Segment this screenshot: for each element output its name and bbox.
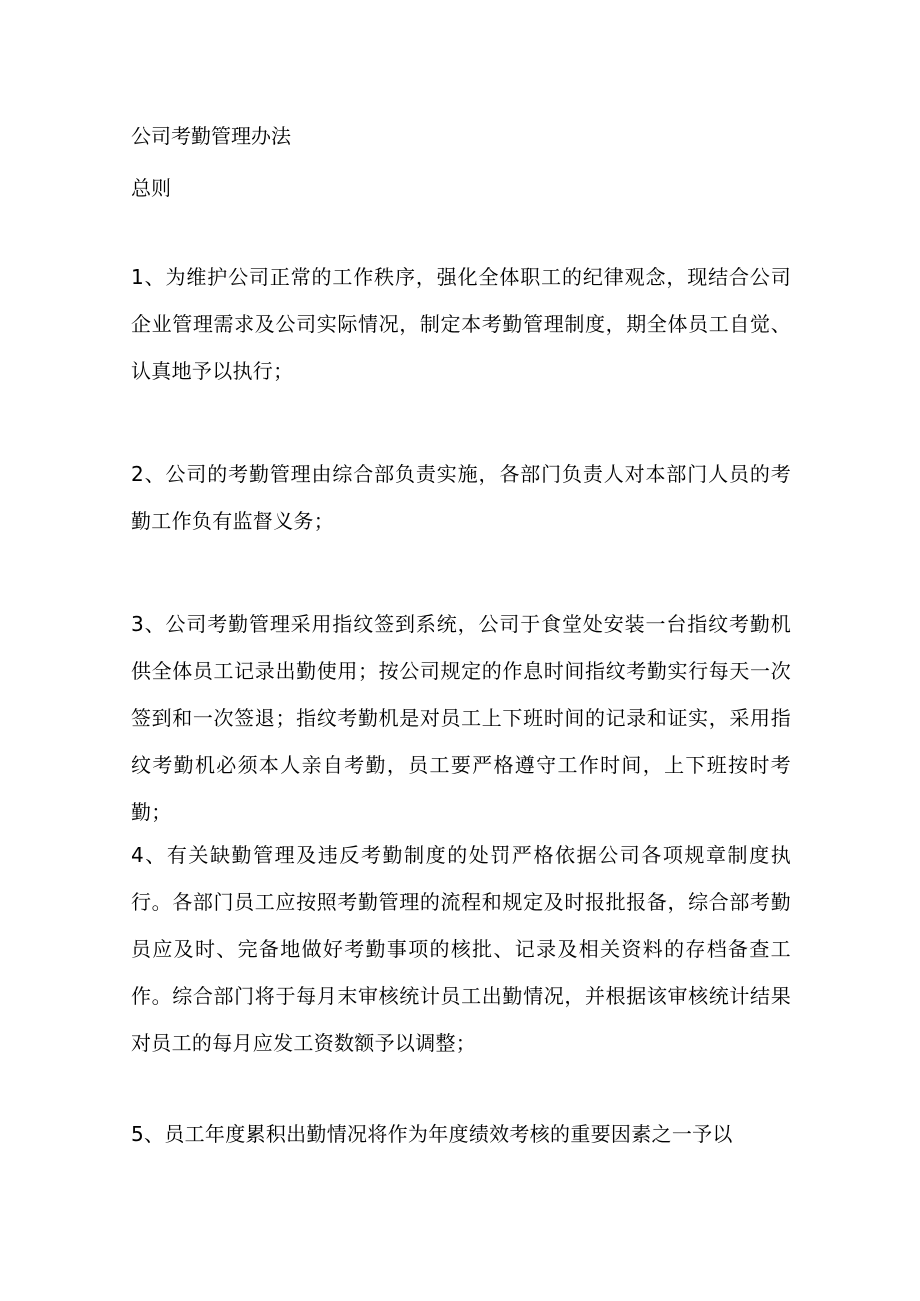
paragraph-3: 3、公司考勤管理采用指纹签到系统，公司于食堂处安装一台指纹考勤机供全体员工记录出勤使用；按公司规定的作息时间指纹考勤实行每天一次签到和一次签退；指纹考勤机是对员工上下班时间的记录和证实，采用指纹考勤机必须本人亲自考勤，员工要严格遵守工作时间，上下班按时考勤；: [131, 612, 791, 824]
paragraph-5: 5、员工年度累积出勤情况将作为年度绩效考核的重要因素之一予以: [131, 1122, 733, 1146]
paragraph-1: 1、为维护公司正常的工作秩序，强化全体职工的纪律观念，现结合公司企业管理需求及公司实际情况，制定本考勤管理制度，期全体员工自觉、认真地予以执行；: [131, 265, 791, 383]
section-heading: 总则: [131, 176, 171, 200]
paragraph-4: 4、有关缺勤管理及违反考勤制度的处罚严格依据公司各项规章制度执行。各部门员工应按照考勤管理的流程和规定及时报批报备，综合部考勤员应及时、完备地做好考勤事项的核批、记录及相关资料的存档备查工作。综合部门将于每月末审核统计员工出勤情况，并根据该审核统计结果对员工的每月应发工资数额予以调整；: [131, 843, 791, 1055]
paragraph-2: 2、公司的考勤管理由综合部负责实施，各部门负责人对本部门人员的考勤工作负有监督义务；: [131, 462, 791, 533]
document-title: 公司考勤管理办法: [131, 124, 291, 148]
